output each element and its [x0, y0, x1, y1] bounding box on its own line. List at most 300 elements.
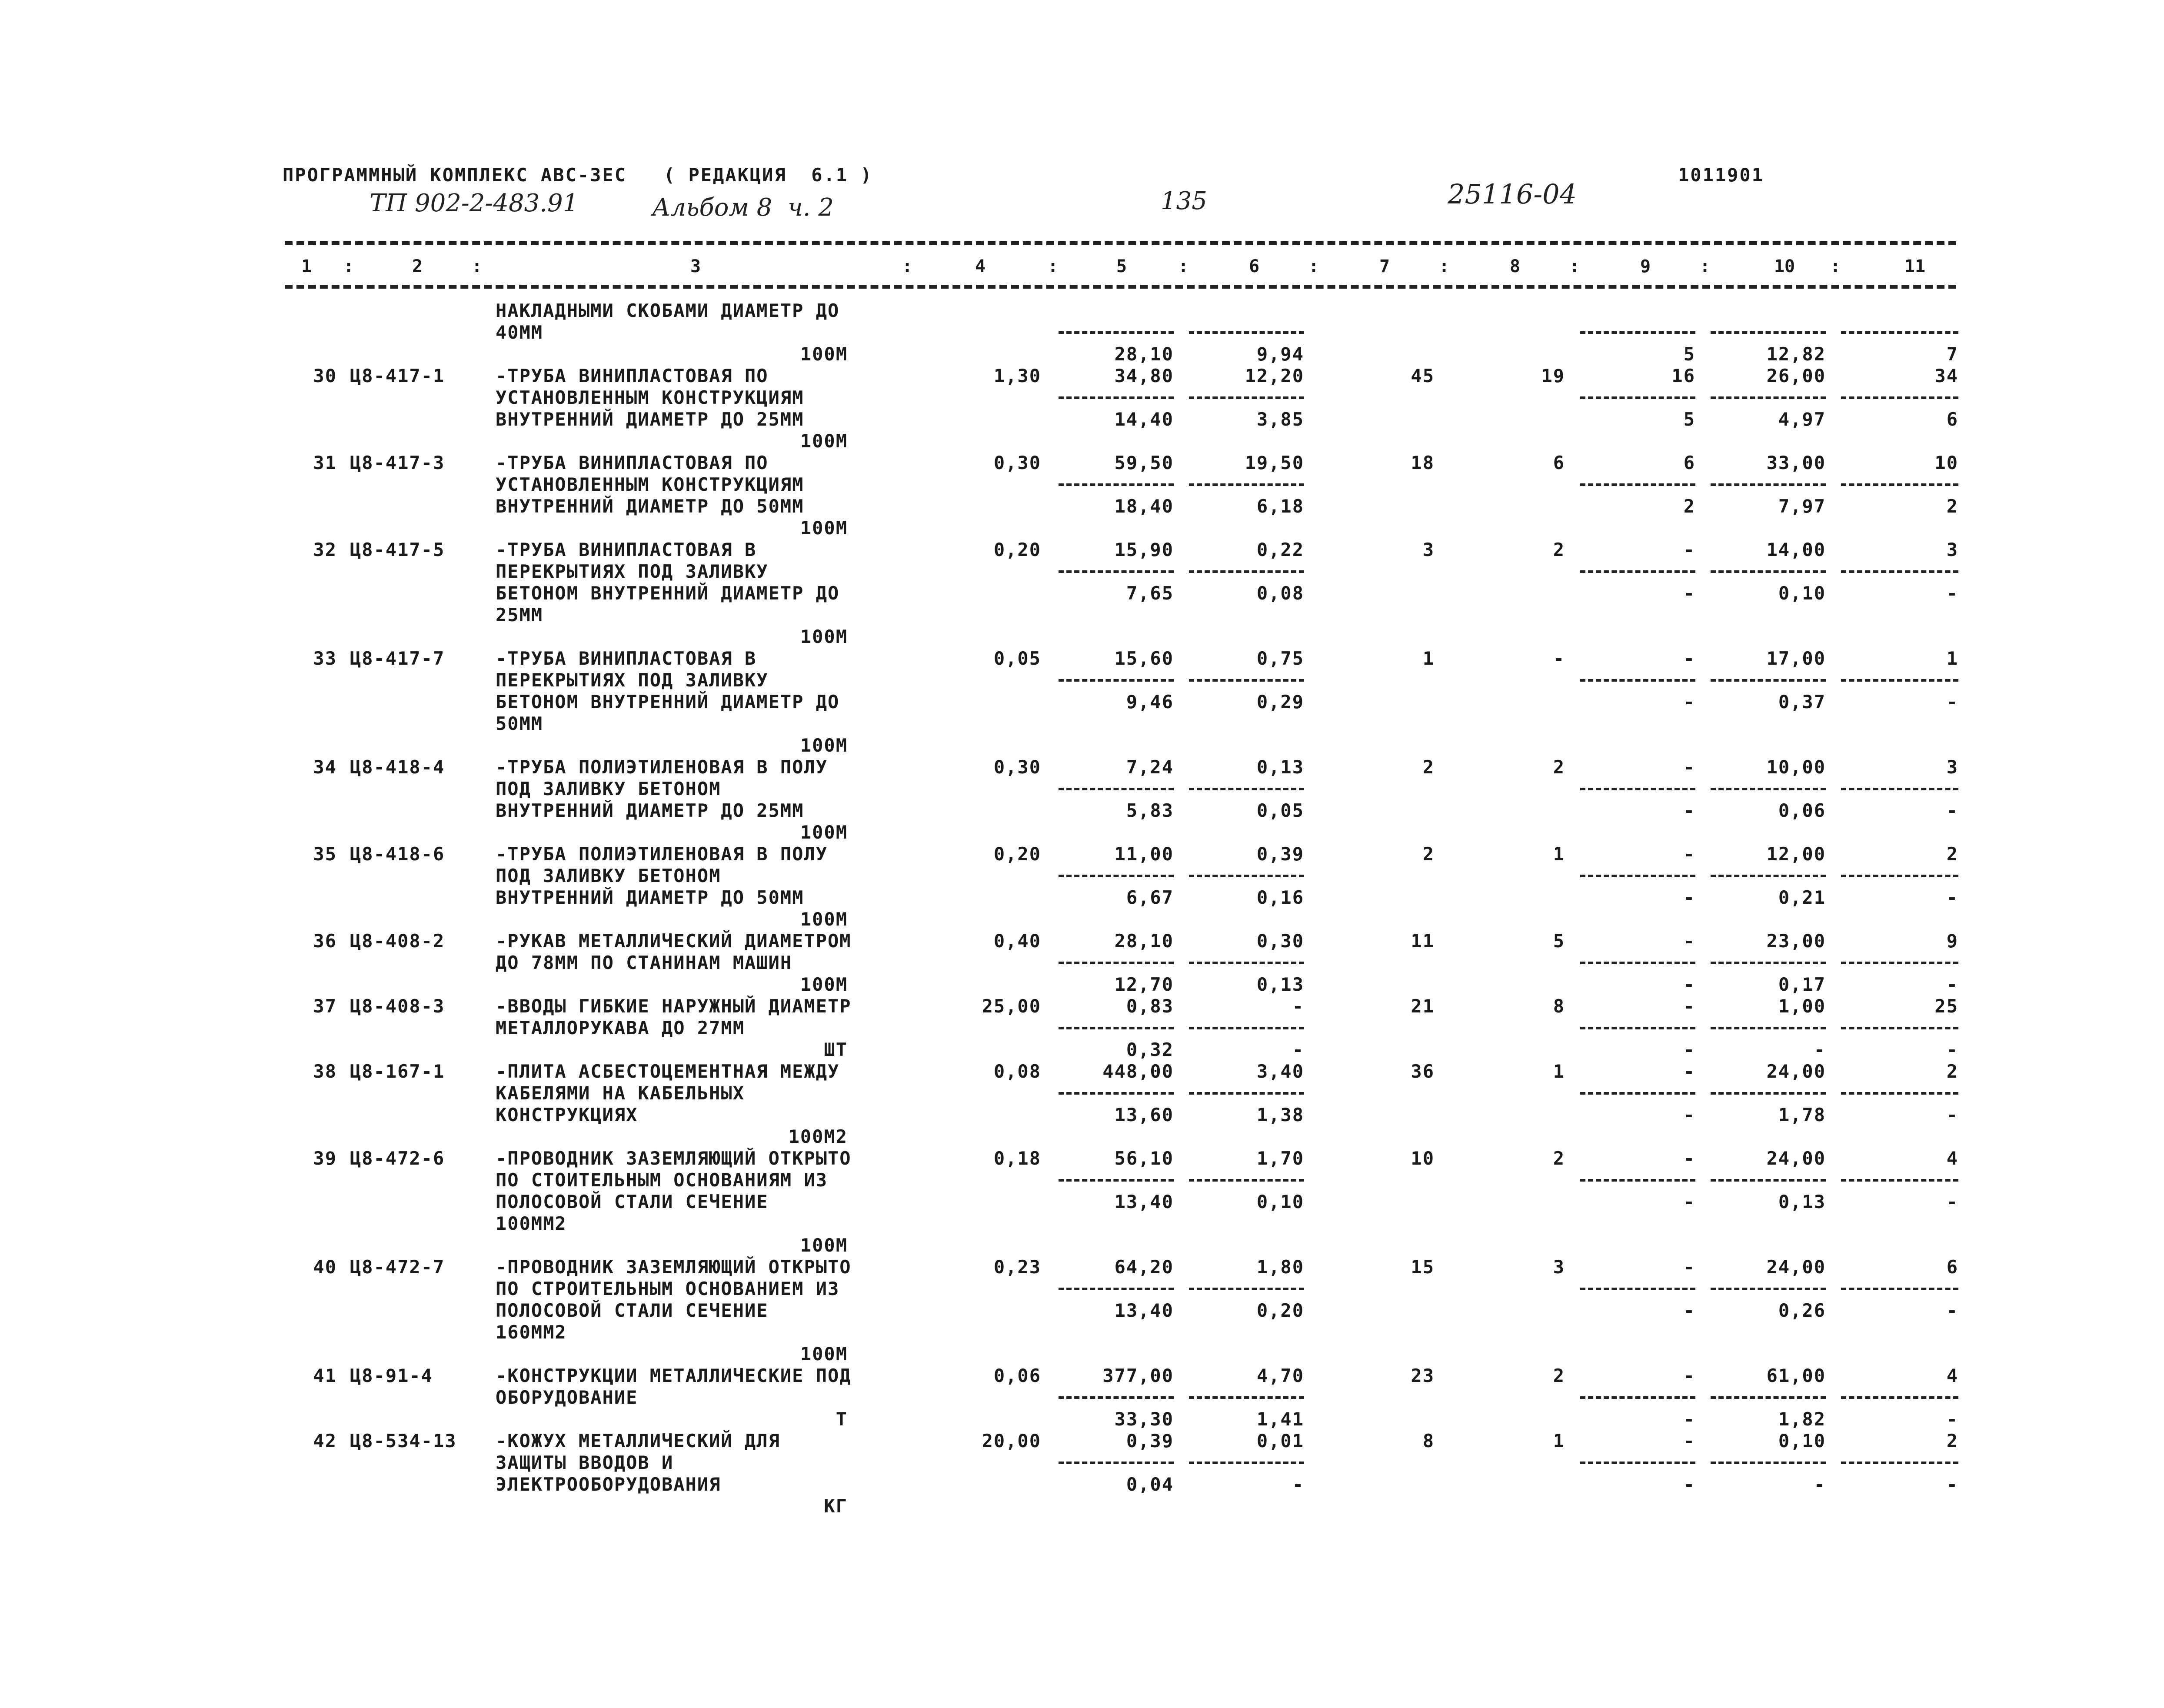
cell-col10-top: 23,00 [1766, 930, 1826, 952]
value-separator-c11 [1841, 1092, 1958, 1095]
cell-col10-bottom: 4,97 [1778, 409, 1826, 430]
value-separator-c5 [1059, 1027, 1174, 1029]
cell-col11-bottom: - [1946, 1474, 1958, 1495]
cell-col10-bottom: 0,21 [1778, 887, 1826, 908]
cell-col10-top: 17,00 [1766, 648, 1826, 669]
row-description-line: -ТРУБА ВИНИПЛАСТОВАЯ ПО [496, 365, 769, 386]
value-separator-c10 [1711, 875, 1826, 877]
row-code: Ц8-418-6 [350, 843, 445, 865]
cell-col9-bottom: 2 [1683, 496, 1695, 517]
cell-col11-bottom: - [1946, 1191, 1958, 1212]
cell-col5-top: 11,00 [1114, 843, 1174, 865]
cell-col11-bottom: - [1946, 1039, 1958, 1060]
program-title: ПРОГРАММНЫЙ КОМПЛЕКС АВС-3ЕС ( РЕДАКЦИЯ 6.1 ) [283, 164, 873, 186]
row-description-line: ВНУТРЕННИЙ ДИАМЕТР ДО 25ММ [496, 800, 804, 821]
handwritten-album: Альбом 8 ч. 2 [652, 193, 834, 222]
value-separator-c6 [1189, 679, 1304, 682]
cell-col9-top: - [1683, 1061, 1695, 1082]
value-separator-c6 [1189, 1462, 1304, 1464]
cell-col6-bottom: 0,05 [1256, 800, 1304, 821]
cell-col11-top: 4 [1946, 1365, 1958, 1386]
row-description-line: МЕТАЛЛОРУКАВА ДО 27ММ [496, 1017, 745, 1039]
cell-col5-top: 377,00 [1102, 1365, 1174, 1386]
value-separator-c9 [1580, 1462, 1695, 1464]
cell-col8: 3 [1553, 1256, 1565, 1278]
cell-col7: 2 [1422, 756, 1435, 778]
row-number: 34 [313, 756, 337, 778]
cell-col10-top: 24,00 [1766, 1256, 1826, 1278]
value-separator-c6 [1189, 962, 1304, 964]
row-unit: 100М [800, 1235, 848, 1256]
cell-col5-bottom: 5,83 [1126, 800, 1174, 821]
cell-col8: 2 [1553, 756, 1565, 778]
value-separator-c5 [1059, 1462, 1174, 1464]
cell-col4: 0,40 [993, 930, 1041, 952]
cell-col4: 0,20 [993, 539, 1041, 560]
cell-col8: 1 [1553, 843, 1565, 865]
cell-col11-top: 2 [1946, 843, 1958, 865]
cell-col5-bottom: 18,40 [1114, 496, 1174, 517]
row-description-line: УСТАНОВЛЕННЫМ КОНСТРУКЦИЯМ [496, 387, 804, 408]
cell-col6-top: 0,13 [1256, 756, 1304, 778]
row-code: Ц8-417-3 [350, 452, 445, 473]
row-description-line: 25ММ [496, 604, 543, 626]
cell-col6-top: 0,30 [1256, 930, 1304, 952]
cell-col11-bottom: 2 [1946, 496, 1958, 517]
cell-col10-top: 24,00 [1766, 1061, 1826, 1082]
row-unit: 100М [800, 626, 848, 647]
cell-col6-bottom: 9,94 [1256, 343, 1304, 365]
cell-col5-top: 7,24 [1126, 756, 1174, 778]
value-separator-c9 [1580, 962, 1695, 964]
value-separator-c6 [1189, 788, 1304, 790]
cell-col4: 20,00 [982, 1430, 1041, 1452]
value-separator-c9 [1580, 875, 1695, 877]
cell-col5-top: 15,60 [1114, 648, 1174, 669]
value-separator-c9 [1580, 331, 1695, 334]
cell-col6-top: 12,20 [1245, 365, 1304, 386]
row-number: 41 [313, 1365, 337, 1386]
handwritten-project: ТП 902-2-483.91 [370, 189, 579, 217]
cell-col11-top: 25 [1934, 996, 1958, 1017]
cell-col6-top: 0,75 [1256, 648, 1304, 669]
cell-col11-bottom: - [1946, 1104, 1958, 1125]
cell-col11-top: 3 [1946, 539, 1958, 560]
cell-col9-bottom: - [1683, 1408, 1695, 1430]
cell-col6-bottom: - [1292, 1039, 1304, 1060]
row-description-line: -ТРУБА ПОЛИЭТИЛЕНОВАЯ В ПОЛУ [496, 843, 828, 865]
cell-col6-bottom: 0,10 [1256, 1191, 1304, 1212]
cell-col10-bottom: 12,82 [1766, 343, 1826, 365]
value-separator-c10 [1711, 788, 1826, 790]
cell-col5-bottom: 0,04 [1126, 1474, 1174, 1495]
cell-col9-top: - [1683, 843, 1695, 865]
row-code: Ц8-167-1 [350, 1061, 445, 1082]
cell-col6-bottom: 1,38 [1256, 1104, 1304, 1125]
row-code: Ц8-417-5 [350, 539, 445, 560]
cell-col9-bottom: - [1683, 1474, 1695, 1495]
cell-col5-bottom: 6,67 [1126, 887, 1174, 908]
cell-col6-bottom: 3,85 [1256, 409, 1304, 430]
row-description-line: -ПРОВОДНИК ЗАЗЕМЛЯЮЩИЙ ОТКРЫТО [496, 1148, 852, 1169]
value-separator-c6 [1189, 1288, 1304, 1290]
cell-col9-top: - [1683, 930, 1695, 952]
cell-col7: 8 [1422, 1430, 1435, 1452]
row-description-line: ДО 78ММ ПО СТАНИНАМ МАШИН [496, 952, 792, 973]
handwritten-page-number: 135 [1161, 187, 1207, 215]
cell-col8: 1 [1553, 1061, 1565, 1082]
column-separator: : [1308, 256, 1319, 276]
cell-col10-top: 33,00 [1766, 452, 1826, 473]
row-description-line: -ТРУБА ВИНИПЛАСТОВАЯ ПО [496, 452, 769, 473]
cell-col11-bottom: - [1946, 800, 1958, 821]
header-rule-top [285, 241, 1956, 245]
cell-col9-top: 16 [1671, 365, 1695, 386]
cell-col8: 5 [1553, 930, 1565, 952]
row-unit: КГ [824, 1495, 848, 1517]
cell-col7: 15 [1411, 1256, 1435, 1278]
cell-col5-top: 59,50 [1114, 452, 1174, 473]
handwritten-reference: 25116-04 [1448, 178, 1577, 210]
value-separator-c5 [1059, 962, 1174, 964]
cell-col5-top: 28,10 [1114, 930, 1174, 952]
value-separator-c9 [1580, 1027, 1695, 1029]
cell-col9-bottom: - [1683, 691, 1695, 712]
cell-col10-bottom: 1,78 [1778, 1104, 1826, 1125]
value-separator-c5 [1059, 1396, 1174, 1399]
value-separator-c11 [1841, 875, 1958, 877]
value-separator-c6 [1189, 1179, 1304, 1182]
cell-col6-bottom: 0,08 [1256, 583, 1304, 604]
cell-col5-bottom: 12,70 [1114, 974, 1174, 995]
cell-col9-top: - [1683, 648, 1695, 669]
row-code: Ц8-418-4 [350, 756, 445, 778]
cell-col9-bottom: 5 [1683, 409, 1695, 430]
cell-col5-top: 56,10 [1114, 1148, 1174, 1169]
cell-col7: 23 [1411, 1365, 1435, 1386]
row-number: 36 [313, 930, 337, 952]
column-header-3: 3 [690, 256, 701, 276]
row-description-line: ПОЛОСОВОЙ СТАЛИ СЕЧЕНИЕ [496, 1300, 769, 1321]
value-separator-c10 [1711, 1462, 1826, 1464]
cell-col11-top: 2 [1946, 1061, 1958, 1082]
value-separator-c5 [1059, 875, 1174, 877]
value-separator-c10 [1711, 483, 1826, 486]
row-description-line: ПОД ЗАЛИВКУ БЕТОНОМ [496, 865, 721, 886]
cell-col9-top: - [1683, 1148, 1695, 1169]
value-separator-c10 [1711, 1027, 1826, 1029]
cell-col5-bottom: 13,40 [1114, 1191, 1174, 1212]
cell-col11-top: 2 [1946, 1430, 1958, 1452]
cell-col11-bottom: - [1946, 974, 1958, 995]
value-separator-c10 [1711, 331, 1826, 334]
row-description-line: ВНУТРЕННИЙ ДИАМЕТР ДО 50ММ [496, 496, 804, 517]
row-description-line: НАКЛАДНЫМИ СКОБАМИ ДИАМЕТР ДО [496, 300, 840, 321]
cell-col7: 36 [1411, 1061, 1435, 1082]
row-unit: 100М2 [788, 1126, 848, 1147]
cell-col11-top: 10 [1934, 452, 1958, 473]
column-separator: : [1048, 256, 1059, 276]
cell-col5-bottom: 33,30 [1114, 1408, 1174, 1430]
cell-col11-bottom: - [1946, 1408, 1958, 1430]
row-description-line: ПОЛОСОВОЙ СТАЛИ СЕЧЕНИЕ [496, 1191, 769, 1212]
cell-col11-bottom: 6 [1946, 409, 1958, 430]
row-description-line: 50ММ [496, 713, 543, 734]
row-description-line: БЕТОНОМ ВНУТРЕННИЙ ДИАМЕТР ДО [496, 583, 840, 604]
value-separator-c5 [1059, 788, 1174, 790]
cell-col7: 2 [1422, 843, 1435, 865]
cell-col6-top: 0,01 [1256, 1430, 1304, 1452]
value-separator-c9 [1580, 483, 1695, 486]
cell-col11-bottom: 7 [1946, 343, 1958, 365]
cell-col8: - [1553, 648, 1565, 669]
cell-col10-top: 1,00 [1778, 996, 1826, 1017]
row-description-line: БЕТОНОМ ВНУТРЕННИЙ ДИАМЕТР ДО [496, 691, 840, 712]
cell-col9-top: 6 [1683, 452, 1695, 473]
row-description-line: ВНУТРЕННИЙ ДИАМЕТР ДО 25ММ [496, 409, 804, 430]
row-code: Ц8-417-7 [350, 648, 445, 669]
cell-col8: 6 [1553, 452, 1565, 473]
row-description-line: КОНСТРУКЦИЯХ [496, 1104, 638, 1125]
value-separator-c6 [1189, 331, 1304, 334]
column-separator: : [472, 256, 483, 276]
value-separator-c9 [1580, 570, 1695, 573]
value-separator-c10 [1711, 1288, 1826, 1290]
column-header-6: 6 [1248, 256, 1260, 276]
cell-col6-top: 1,70 [1256, 1148, 1304, 1169]
cell-col5-top: 34,80 [1114, 365, 1174, 386]
cell-col9-bottom: - [1683, 887, 1695, 908]
row-code: Ц8-91-4 [350, 1365, 433, 1386]
cell-col11-top: 4 [1946, 1148, 1958, 1169]
row-description-line: -ТРУБА ВИНИПЛАСТОВАЯ В [496, 539, 757, 560]
value-separator-c11 [1841, 788, 1958, 790]
cell-col10-top: 14,00 [1766, 539, 1826, 560]
row-number: 42 [313, 1430, 337, 1452]
cell-col9-top: - [1683, 756, 1695, 778]
row-unit: ШТ [824, 1039, 848, 1060]
value-separator-c10 [1711, 1092, 1826, 1095]
cell-col10-top: 61,00 [1766, 1365, 1826, 1386]
value-separator-c11 [1841, 331, 1958, 334]
cell-col9-bottom: - [1683, 1104, 1695, 1125]
cell-col5-top: 64,20 [1114, 1256, 1174, 1278]
cell-col10-top: 26,00 [1766, 365, 1826, 386]
cell-col10-bottom: 0,37 [1778, 691, 1826, 712]
row-description-line: ПЕРЕКРЫТИЯХ ПОД ЗАЛИВКУ [496, 669, 769, 691]
cell-col11-bottom: - [1946, 1300, 1958, 1321]
cell-col10-top: 12,00 [1766, 843, 1826, 865]
column-header-4: 4 [975, 256, 986, 276]
value-separator-c11 [1841, 1027, 1958, 1029]
value-separator-c9 [1580, 1396, 1695, 1399]
row-code: Ц8-534-13 [350, 1430, 457, 1452]
row-description-line: ЭЛЕКТРООБОРУДОВАНИЯ [496, 1474, 721, 1495]
row-description-line: ВНУТРЕННИЙ ДИАМЕТР ДО 50ММ [496, 887, 804, 908]
cell-col11-top: 6 [1946, 1256, 1958, 1278]
value-separator-c6 [1189, 1092, 1304, 1095]
row-description-line: -ТРУБА ПОЛИЭТИЛЕНОВАЯ В ПОЛУ [496, 756, 828, 778]
cell-col10-top: 24,00 [1766, 1148, 1826, 1169]
column-header-5: 5 [1116, 256, 1127, 276]
value-separator-c9 [1580, 396, 1695, 399]
cell-col8: 2 [1553, 1365, 1565, 1386]
value-separator-c11 [1841, 1396, 1958, 1399]
value-separator-c10 [1711, 1179, 1826, 1182]
cell-col10-bottom: 0,17 [1778, 974, 1826, 995]
column-separator: : [1569, 256, 1580, 276]
value-separator-c11 [1841, 1288, 1958, 1290]
cell-col9-top: - [1683, 1430, 1695, 1452]
row-description-line: ЗАЩИТЫ ВВОДОВ И [496, 1452, 674, 1473]
row-unit: 100М [800, 343, 848, 365]
row-description-line: -КОЖУХ МЕТАЛЛИЧЕСКИЙ ДЛЯ [496, 1430, 780, 1452]
cell-col11-bottom: - [1946, 887, 1958, 908]
value-separator-c9 [1580, 788, 1695, 790]
cell-col8: 2 [1553, 1148, 1565, 1169]
cell-col4: 1,30 [993, 365, 1041, 386]
row-unit: Т [836, 1408, 848, 1430]
cell-col5-top: 15,90 [1114, 539, 1174, 560]
cell-col6-top: 0,39 [1256, 843, 1304, 865]
row-description-line: ПО СТРОИТЕЛЬНЫМ ОСНОВАНИЕМ ИЗ [496, 1278, 840, 1299]
cell-col4: 0,18 [993, 1148, 1041, 1169]
cell-col9-bottom: - [1683, 974, 1695, 995]
row-description-line: ПЕРЕКРЫТИЯХ ПОД ЗАЛИВКУ [496, 561, 769, 582]
row-number: 40 [313, 1256, 337, 1278]
cell-col5-bottom: 0,32 [1126, 1039, 1174, 1060]
cell-col9-top: - [1683, 1256, 1695, 1278]
value-separator-c6 [1189, 483, 1304, 486]
cell-col5-bottom: 9,46 [1126, 691, 1174, 712]
cell-col10-bottom: 0,10 [1778, 583, 1826, 604]
value-separator-c10 [1711, 570, 1826, 573]
cell-col7: 11 [1411, 930, 1435, 952]
value-separator-c6 [1189, 570, 1304, 573]
column-header-2: 2 [412, 256, 423, 276]
value-separator-c5 [1059, 331, 1174, 334]
cell-col10-bottom: 0,26 [1778, 1300, 1826, 1321]
value-separator-c10 [1711, 396, 1826, 399]
row-unit: 100М [800, 974, 848, 995]
value-separator-c10 [1711, 1396, 1826, 1399]
row-number: 30 [313, 365, 337, 386]
cell-col10-bottom: 1,82 [1778, 1408, 1826, 1430]
row-number: 32 [313, 539, 337, 560]
cell-col6-bottom: 0,16 [1256, 887, 1304, 908]
cell-col5-top: 448,00 [1102, 1061, 1174, 1082]
row-description-line: 100ММ2 [496, 1213, 567, 1234]
cell-col6-bottom: 0,29 [1256, 691, 1304, 712]
row-number: 38 [313, 1061, 337, 1082]
cell-col7: 3 [1422, 539, 1435, 560]
cell-col4: 0,20 [993, 843, 1041, 865]
cell-col11-top: 9 [1946, 930, 1958, 952]
value-separator-c5 [1059, 1179, 1174, 1182]
column-header-9: 9 [1640, 256, 1651, 276]
cell-col5-top: 0,39 [1126, 1430, 1174, 1452]
value-separator-c10 [1711, 962, 1826, 964]
cell-col6-top: - [1292, 996, 1304, 1017]
cell-col11-bottom: - [1946, 691, 1958, 712]
value-separator-c9 [1580, 1179, 1695, 1182]
cell-col4: 0,23 [993, 1256, 1041, 1278]
cell-col6-bottom: 1,41 [1256, 1408, 1304, 1430]
cell-col6-top: 19,50 [1245, 452, 1304, 473]
value-separator-c11 [1841, 396, 1958, 399]
row-code: Ц8-417-1 [350, 365, 445, 386]
cell-col7: 10 [1411, 1148, 1435, 1169]
column-header-1: 1 [301, 256, 312, 276]
row-code: Ц8-472-6 [350, 1148, 445, 1169]
value-separator-c9 [1580, 1092, 1695, 1095]
value-separator-c11 [1841, 962, 1958, 964]
row-description-line: -ВВОДЫ ГИБКИЕ НАРУЖНЫЙ ДИАМЕТР [496, 996, 852, 1017]
column-header-11: 11 [1904, 256, 1926, 276]
cell-col8: 8 [1553, 996, 1565, 1017]
cell-col7: 21 [1411, 996, 1435, 1017]
row-description-line: -ПЛИТА АСБЕСТОЦЕМЕНТНАЯ МЕЖДУ [496, 1061, 840, 1082]
row-code: Ц8-472-7 [350, 1256, 445, 1278]
cell-col5-bottom: 28,10 [1114, 343, 1174, 365]
cell-col8: 1 [1553, 1430, 1565, 1452]
cell-col10-top: 10,00 [1766, 756, 1826, 778]
value-separator-c11 [1841, 483, 1958, 486]
value-separator-c6 [1189, 1396, 1304, 1399]
cell-col7: 18 [1411, 452, 1435, 473]
value-separator-c11 [1841, 679, 1958, 682]
row-code: Ц8-408-2 [350, 930, 445, 952]
row-description-line: 160ММ2 [496, 1322, 567, 1343]
cell-col10-bottom: - [1814, 1474, 1826, 1495]
row-description-line: 40ММ [496, 322, 543, 343]
value-separator-c5 [1059, 570, 1174, 573]
cell-col6-bottom: 0,13 [1256, 974, 1304, 995]
row-number: 33 [313, 648, 337, 669]
column-separator: : [1830, 256, 1841, 276]
row-description-line: -КОНСТРУКЦИИ МЕТАЛЛИЧЕСКИЕ ПОД [496, 1365, 852, 1386]
column-separator: : [902, 256, 913, 276]
row-number: 39 [313, 1148, 337, 1169]
row-unit: 100М [800, 430, 848, 452]
row-description-line: -ТРУБА ВИНИПЛАСТОВАЯ В [496, 648, 757, 669]
value-separator-c11 [1841, 570, 1958, 573]
cell-col7: 1 [1422, 648, 1435, 669]
cell-col9-bottom: - [1683, 1300, 1695, 1321]
cell-col4: 0,06 [993, 1365, 1041, 1386]
cell-col10-bottom: 0,13 [1778, 1191, 1826, 1212]
row-description-line: КАБЕЛЯМИ НА КАБЕЛЬНЫХ [496, 1082, 745, 1104]
cell-col5-bottom: 7,65 [1126, 583, 1174, 604]
row-code: Ц8-408-3 [350, 996, 445, 1017]
cell-col6-bottom: - [1292, 1474, 1304, 1495]
cell-col5-bottom: 13,40 [1114, 1300, 1174, 1321]
row-unit: 100М [800, 822, 848, 843]
column-separator: : [1178, 256, 1189, 276]
cell-col6-bottom: 6,18 [1256, 496, 1304, 517]
row-unit: 100М [800, 1343, 848, 1365]
value-separator-c9 [1580, 1288, 1695, 1290]
row-unit: 100М [800, 735, 848, 756]
value-separator-c10 [1711, 679, 1826, 682]
cell-col4: 0,30 [993, 756, 1041, 778]
value-separator-c11 [1841, 1179, 1958, 1182]
column-header-10: 10 [1774, 256, 1795, 276]
column-separator: : [1439, 256, 1450, 276]
cell-col11-top: 1 [1946, 648, 1958, 669]
value-separator-c6 [1189, 875, 1304, 877]
column-separator: : [343, 256, 354, 276]
